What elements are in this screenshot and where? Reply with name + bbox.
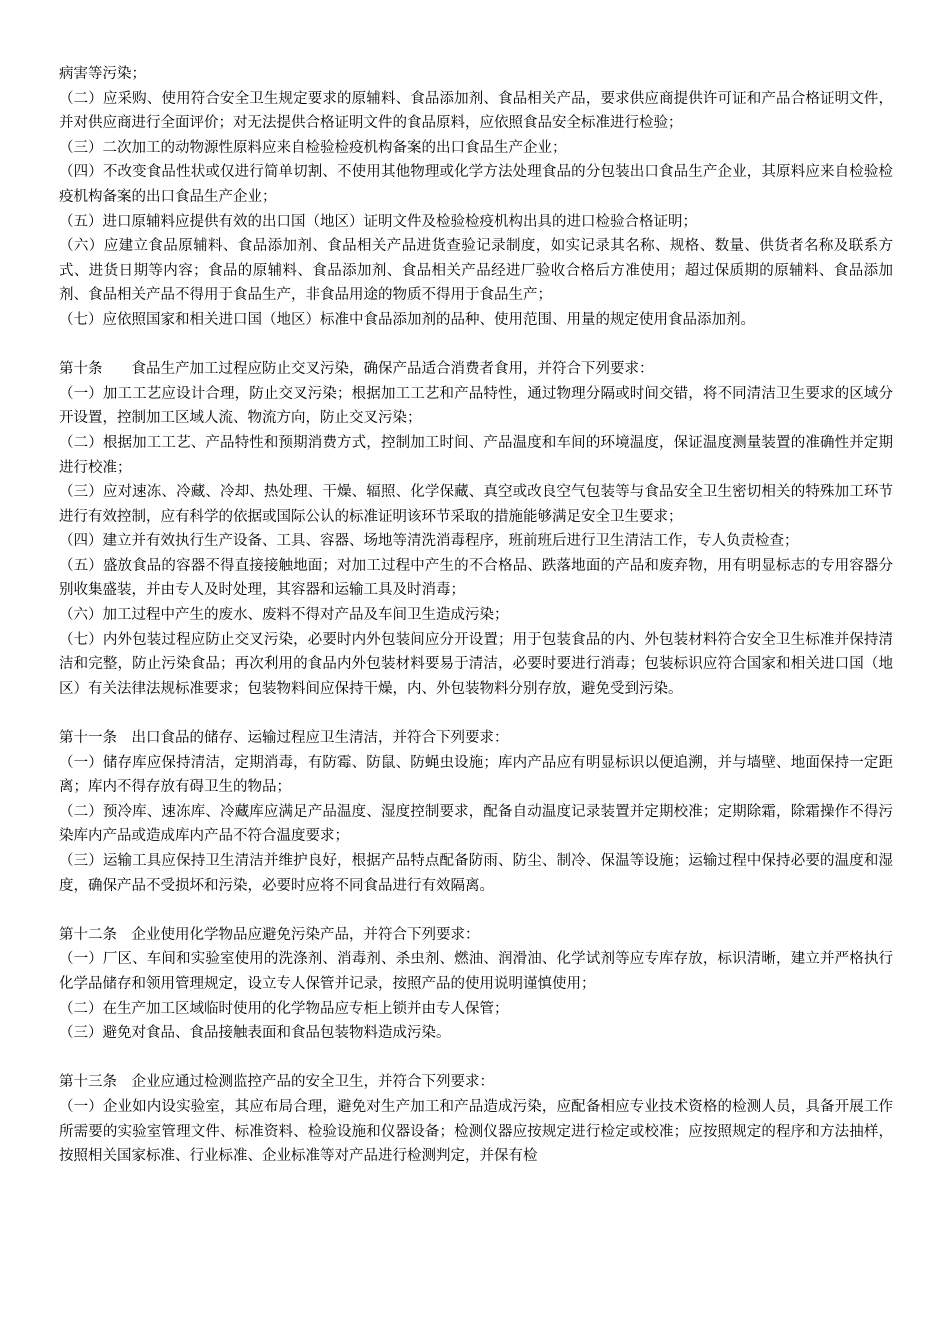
paragraph: （七）内外包装过程应防止交叉污染，必要时内外包装间应分开设置；用于包装食品的内、外包装材料符合安全卫生标准并保持清洁和完整，防止污染食品；再次利用的食品内外包装材料要易于清洁，必要时要进行消毒；包装标识应符合国家和相关进口国（地区）有关法律法规标准要求；包装物料间应保持干燥，内、外包装物料分别存放，避免受到污染。	[59, 631, 893, 697]
paragraph-gap	[59, 898, 893, 923]
paragraph: 第十三条 企业应通过检测监控产品的安全卫生，并符合下列要求：	[59, 1074, 494, 1091]
paragraph: （二）预冷库、速冻库、冷藏库应满足产品温度、湿度控制要求，配备自动温度记录装置并定期校准；定期除霜，除霜操作不得污染库内产品或造成库内产品不符合温度要求；	[59, 803, 893, 845]
paragraph: （三）二次加工的动物源性原料应来自检验检疫机构备案的出口食品生产企业；	[59, 139, 567, 156]
paragraph: 第十条 食品生产加工过程应防止交叉污染，确保产品适合消费者食用，并符合下列要求：	[59, 361, 654, 378]
paragraph: （七）应依照国家和相关进口国（地区）标准中食品添加剂的品种、使用范围、用量的规定使用食品添加剂。	[59, 311, 755, 328]
paragraph-gap	[59, 333, 893, 358]
paragraph: 第十一条 出口食品的储存、运输过程应卫生清洁，并符合下列要求：	[59, 730, 509, 747]
paragraph: （三）运输工具应保持卫生清洁并维护良好，根据产品特点配备防雨、防尘、制冷、保温等设施；运输过程中保持必要的温度和湿度，确保产品不受损坏和污染，必要时应将不同食品进行有效隔离。	[59, 853, 893, 894]
paragraph: （六）加工过程中产生的废水、废料不得对产品及车间卫生造成污染；	[59, 607, 509, 624]
paragraph-gap	[59, 701, 893, 726]
paragraph: （一）储存库应保持清洁，定期消毒，有防霉、防鼠、防蝇虫设施；库内产品应有明显标识以便追溯，并与墙壁、地面保持一定距离；库内不得存放有碍卫生的物品；	[59, 754, 893, 796]
paragraph: （二）应采购、使用符合安全卫生规定要求的原辅料、食品添加剂、食品相关产品，要求供应商提供许可证和产品合格证明文件，并对供应商进行全面评价；对无法提供合格证明文件的食品原料，应依照食品安全标准进行检验；	[59, 90, 893, 132]
paragraph-gap	[59, 1046, 893, 1071]
paragraph: 病害等污染；	[59, 66, 146, 82]
paragraph: （五）进口原辅料应提供有效的出口国（地区）证明文件及检验检疫机构出具的进口检验合格证明；	[59, 213, 697, 230]
paragraph: （一）企业如内设实验室，其应布局合理，避免对生产加工和产品造成污染，应配备相应专业技术资格的检测人员，具备开展工作所需要的实验室管理文件、标准资料、检验设施和仪器设备；检测仪器应按规定进行检定或校准；应按照规定的程序和方法抽样，按照相关国家标准、行业标准、企业标准等对产品进行检测判定，并保有检	[59, 1098, 893, 1165]
paragraph: （一）厂区、车间和实验室使用的洗涤剂、消毒剂、杀虫剂、燃油、润滑油、化学试剂等应专库存放，标识清晰，建立并严格执行化学品储存和领用管理规定，设立专人保管并记录，按照产品的使用说明谨慎使用；	[59, 951, 893, 992]
paragraph: （三）避免对食品、食品接触表面和食品包装物料造成污染。	[59, 1025, 451, 1042]
paragraph: （二）在生产加工区域临时使用的化学物品应专柜上锁并由专人保管；	[59, 1000, 509, 1017]
paragraph: 第十二条 企业使用化学物品应避免污染产品，并符合下列要求：	[59, 926, 480, 943]
paragraph: （六）应建立食品原辅料、食品添加剂、食品相关产品进货查验记录制度，如实记录其名称、规格、数量、供货者名称及联系方式、进货日期等内容；食品的原辅料、食品添加剂、食品相关产品经进厂验收合格后方准使用；超过保质期的原辅料、食品添加剂、食品相关产品不得用于食品生产，非食品用途的物质不得用于食品生产；	[59, 238, 893, 304]
document-body	[59, 62, 893, 1169]
paragraph: （二）根据加工工艺、产品特性和预期消费方式，控制加工时间、产品温度和车间的环境温度，保证温度测量装置的准确性并定期进行校准；	[59, 434, 893, 476]
paragraph: （三）应对速冻、冷藏、冷却、热处理、干燥、辐照、化学保藏、真空或改良空气包装等与食品安全卫生密切相关的特殊加工环节进行有效控制，应有科学的依据或国际公认的标准证明该环节采取的措施能够满足安全卫生要求；	[59, 484, 893, 525]
paragraph: （四）不改变食品性状或仅进行简单切割、不使用其他物理或化学方法处理食品的分包装出口食品生产企业，其原料应来自检验检疫机构备案的出口食品生产企业；	[59, 164, 893, 205]
paragraph: （一）加工工艺应设计合理，防止交叉污染；根据加工工艺和产品特性，通过物理分隔或时间交错，将不同清洁卫生要求的区域分开设置，控制加工区域人流、物流方向，防止交叉污染；	[59, 385, 893, 427]
paragraph: （四）建立并有效执行生产设备、工具、容器、场地等清洗消毒程序，班前班后进行卫生清洁工作，专人负责检查；	[59, 533, 799, 550]
paragraph: （五）盛放食品的容器不得直接接触地面；对加工过程中产生的不合格品、跌落地面的产品和废弃物，用有明显标志的专用容器分别收集盛装，并由专人及时处理，其容器和运输工具及时消毒；	[59, 557, 893, 599]
